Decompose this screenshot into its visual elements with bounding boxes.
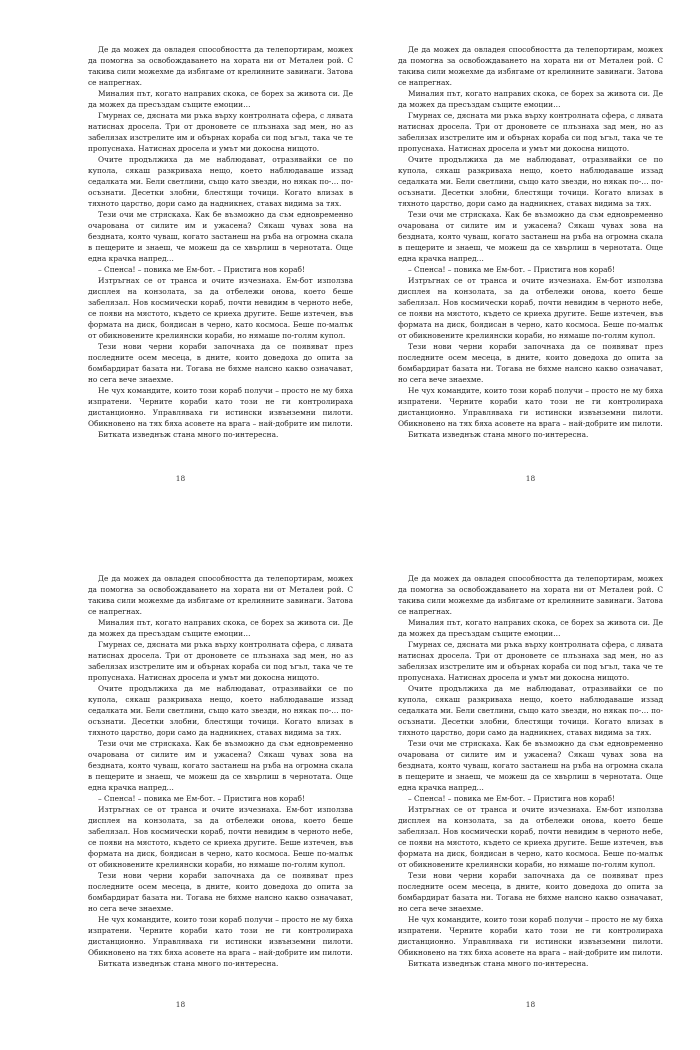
paragraph: Не чух командите, които този кораб получи – просто не му бяха изпратени. Черните кораби като този не ги контролираха дистанционно. Управляваха ги истински извънземни пилоти. Обикновено на тях бяха асовете на врага – най-добрите им пилоти. [398, 915, 663, 957]
paragraph: Тези очи ме стряскаха. Как бе възможно да съм едновременно очарована от силите им и ужасена? Сякаш чувах зова на бездната, която чуваш, когато застанеш на ръба на огромна скала в пещерите и знаеш, че можеш да се хвърлиш в чернотата. Още една крачка напред… [398, 739, 663, 792]
paragraph: Гмурнах се, дясната ми ръка върху контролната сфера, с лявата натиснах дросела. Три от дроновете се плъзнаха зад мен, но аз забелязах изстрелите им и обърнах кораба си под ъгъл, така че те пропуснаха. Натиснах дросела и умът ми докосна нищото. [88, 111, 353, 153]
paragraph: Битката изведнъж стана много по-интересна. [408, 430, 589, 439]
paragraph: Тези очи ме стряскаха. Как бе възможно да съм едновременно очарована от силите им и ужасена? Сякаш чувах зова на бездната, която чуваш, когато застанеш на ръба на огромна скала в пещерите и знаеш, че можеш да се хвърлиш в чернотата. Още една крачка напред… [88, 739, 353, 792]
paragraph: Гмурнах се, дясната ми ръка върху контролната сфера, с лявата натиснах дросела. Три от дроновете се плъзнаха зад мен, но аз забелязах изстрелите им и обърнах кораба си под ъгъл, така че те пропуснаха. Натиснах дросела и умът ми докосна нищото. [398, 640, 663, 682]
page-number: 18 [175, 474, 186, 483]
book-page-bottom-left [88, 573, 353, 969]
paragraph: Тези нови черни кораби започнаха да се появяват през последните осем месеца, в дните, които доведоха до опита за бомбардират базата ни. Тогава не бяхме наясно какво означават, но сега вече знаехме. [88, 871, 353, 913]
paragraph: Тези нови черни кораби започнаха да се появяват през последните осем месеца, в дните, които доведоха до опита за бомбардират базата ни. Тогава не бяхме наясно какво означават, но сега вече знаехме. [88, 342, 353, 384]
paragraph: Очите продължиха да ме наблюдават, отразявайки се по купола, сякаш разкриваха нещо, което наблюдаваше иззад седалката ми. Бели светлини, също като звезди, но някак по-… по-осъзнати. Десетки злобни, блестящи точици. Когато влизах в тяхното царство, дори само да надникнех, ставах видима за тях. [88, 684, 353, 737]
book-page-top-right [398, 44, 663, 440]
paragraph: Тези нови черни кораби започнаха да се появяват през последните осем месеца, в дните, които доведоха до опита за бомбардират базата ни. Тогава не бяхме наясно какво означават, но сега вече знаехме. [398, 342, 663, 384]
paragraph: Очите продължиха да ме наблюдават, отразявайки се по купола, сякаш разкриваха нещо, което наблюдаваше иззад седалката ми. Бели светлини, също като звезди, но някак по-… по-осъзнати. Десетки злобни, блестящи точици. Когато влизах в тяхното царство, дори само да надникнех, ставах видима за тях. [398, 684, 663, 737]
page-number: 18 [525, 1000, 536, 1009]
paragraph: Гмурнах се, дясната ми ръка върху контролната сфера, с лявата натиснах дросела. Три от дроновете се плъзнаха зад мен, но аз забелязах изстрелите им и обърнах кораба си под ъгъл, така че те пропуснаха. Натиснах дросела и умът ми докосна нищото. [398, 111, 663, 153]
paragraph: – Спенса! – повика ме Ем-бот. – Пристига нов кораб! [98, 265, 305, 274]
paragraph: Не чух командите, които този кораб получи – просто не му бяха изпратени. Черните кораби като този не ги контролираха дистанционно. Управляваха ги истински извънземни пилоти. Обикновено на тях бяха асовете на врага – най-добрите им пилоти. [88, 386, 353, 428]
paragraph: – Спенса! – повика ме Ем-бот. – Пристига нов кораб! [408, 794, 615, 803]
paragraph: Гмурнах се, дясната ми ръка върху контролната сфера, с лявата натиснах дросела. Три от дроновете се плъзнаха зад мен, но аз забелязах изстрелите им и обърнах кораба си под ъгъл, така че те пропуснаха. Натиснах дросела и умът ми докосна нищото. [88, 640, 353, 682]
paragraph: Миналия път, когато направих скока, се борех за живота си. Де да можех да пресъздам същите емоции… [88, 618, 353, 638]
paragraph: Миналия път, когато направих скока, се борех за живота си. Де да можех да пресъздам същите емоции… [398, 89, 663, 109]
paragraph: Де да можех да овладея способността да телепортирам, можех да помогна за освобождаването на хората ни от Металеи рой. С такива сили можехме да избягаме от крелияните завинаги. Затова се напрегнах. [88, 45, 353, 87]
paragraph: Очите продължиха да ме наблюдават, отразявайки се по купола, сякаш разкриваха нещо, което наблюдаваше иззад седалката ми. Бели светлини, също като звезди, но някак по-… по-осъзнати. Десетки злобни, блестящи точици. Когато влизах в тяхното царство, дори само да надникнех, ставах видима за тях. [88, 155, 353, 208]
paragraph: Миналия път, когато направих скока, се борех за живота си. Де да можех да пресъздам същите емоции… [398, 618, 663, 638]
paragraph: Де да можех да овладея способността да телепортирам, можех да помогна за освобождаването на хората ни от Металеи рой. С такива сили можехме да избягаме от крелияните завинаги. Затова се напрегнах. [398, 45, 663, 87]
paragraph: Не чух командите, които този кораб получи – просто не му бяха изпратени. Черните кораби като този не ги контролираха дистанционно. Управляваха ги истински извънземни пилоти. Обикновено на тях бяха асовете на врага – най-добрите им пилоти. [88, 915, 353, 957]
paragraph: – Спенса! – повика ме Ем-бот. – Пристига нов кораб! [408, 265, 615, 274]
paragraph: Изтръгнах се от транса и очите изчезнаха. Ем-бот използва дисплея на конзолата, за да отбележи онова, което беше забелязал. Нов космически кораб, почти невидим в черното небе, се появи на мястото, където се криеха другите. Беше изтечен, във формата на диск, боядисан в черно, като космоса. Беше по-малък от обикновените крелиянски кораби, но нямаше по-голям купол. [398, 805, 663, 869]
paragraph: Изтръгнах се от транса и очите изчезнаха. Ем-бот използва дисплея на конзолата, за да отбележи онова, което беше забелязал. Нов космически кораб, почти невидим в черното небе, се появи на мястото, където се криеха другите. Беше изтечен, във формата на диск, боядисан в черно, като космоса. Беше по-малък от обикновените крелиянски кораби, но нямаше по-голям купол. [88, 805, 353, 869]
paragraph: Де да можех да овладея способността да телепортирам, можех да помогна за освобождаването на хората ни от Металеи рой. С такива сили можехме да избягаме от крелияните завинаги. Затова се напрегнах. [398, 574, 663, 616]
paragraph: – Спенса! – повика ме Ем-бот. – Пристига нов кораб! [98, 794, 305, 803]
paragraph: Битката изведнъж стана много по-интересна. [98, 430, 279, 439]
book-page-bottom-right [398, 573, 663, 969]
paragraph: Изтръгнах се от транса и очите изчезнаха. Ем-бот използва дисплея на конзолата, за да отбележи онова, което беше забелязал. Нов космически кораб, почти невидим в черното небе, се появи на мястото, където се криеха другите. Беше изтечен, във формата на диск, боядисан в черно, като космоса. Беше по-малък от обикновените крелиянски кораби, но нямаше по-голям купол. [88, 276, 353, 340]
paragraph: Не чух командите, които този кораб получи – просто не му бяха изпратени. Черните кораби като този не ги контролираха дистанционно. Управляваха ги истински извънземни пилоти. Обикновено на тях бяха асовете на врага – най-добрите им пилоти. [398, 386, 663, 428]
paragraph: Миналия път, когато направих скока, се борех за живота си. Де да можех да пресъздам същите емоции… [88, 89, 353, 109]
paragraph: Изтръгнах се от транса и очите изчезнаха. Ем-бот използва дисплея на конзолата, за да отбележи онова, което беше забелязал. Нов космически кораб, почти невидим в черното небе, се появи на мястото, където се криеха другите. Беше изтечен, във формата на диск, боядисан в черно, като космоса. Беше по-малък от обикновените крелиянски кораби, но нямаше по-голям купол. [398, 276, 663, 340]
paragraph: Де да можех да овладея способността да телепортирам, можех да помогна за освобождаването на хората ни от Металеи рой. С такива сили можехме да избягаме от крелияните завинаги. Затова се напрегнах. [88, 574, 353, 616]
paragraph: Тези очи ме стряскаха. Как бе възможно да съм едновременно очарована от силите им и ужасена? Сякаш чувах зова на бездната, която чуваш, когато застанеш на ръба на огромна скала в пещерите и знаеш, че можеш да се хвърлиш в чернотата. Още една крачка напред… [88, 210, 353, 263]
book-page-top-left [88, 44, 353, 440]
page-number: 18 [525, 474, 536, 483]
paragraph: Битката изведнъж стана много по-интересна. [98, 959, 279, 968]
paragraph: Битката изведнъж стана много по-интересна. [408, 959, 589, 968]
paragraph: Тези нови черни кораби започнаха да се появяват през последните осем месеца, в дните, които доведоха до опита за бомбардират базата ни. Тогава не бяхме наясно какво означават, но сега вече знаехме. [398, 871, 663, 913]
paragraph: Очите продължиха да ме наблюдават, отразявайки се по купола, сякаш разкриваха нещо, което наблюдаваше иззад седалката ми. Бели светлини, също като звезди, но някак по-… по-осъзнати. Десетки злобни, блестящи точици. Когато влизах в тяхното царство, дори само да надникнех, ставах видима за тях. [398, 155, 663, 208]
page-number: 18 [175, 1000, 186, 1009]
paragraph: Тези очи ме стряскаха. Как бе възможно да съм едновременно очарована от силите им и ужасена? Сякаш чувах зова на бездната, която чуваш, когато застанеш на ръба на огромна скала в пещерите и знаеш, че можеш да се хвърлиш в чернотата. Още една крачка напред… [398, 210, 663, 263]
